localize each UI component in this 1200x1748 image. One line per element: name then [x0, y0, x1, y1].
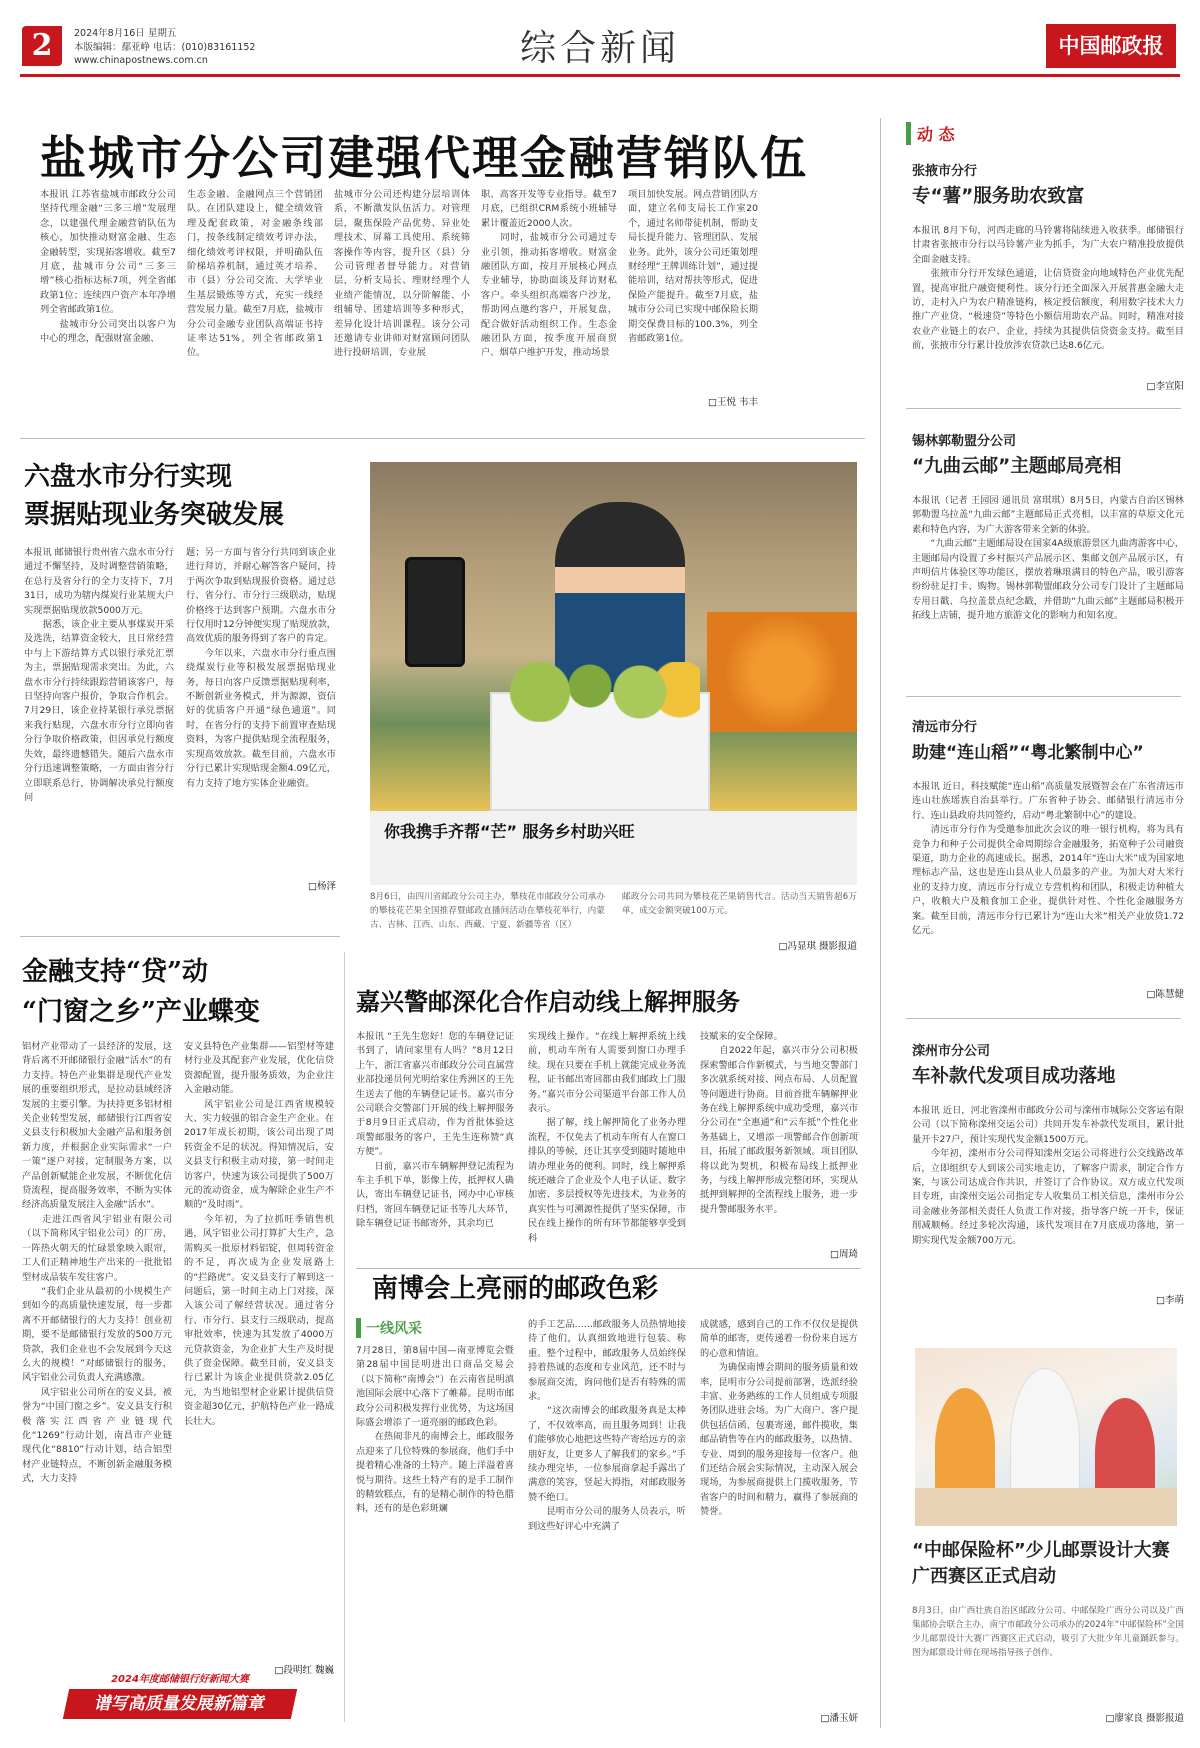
- banner-line-2: 谱写高质量发展新篇章: [63, 1689, 297, 1719]
- nanbo-col-2: 的手工艺品……邮政服务人员热情地接待了他们，认真细致地进行包装、称重。整个过程中，邮政服务人员始终保持着热诚的态度和专业风范，还不时与参展商交流，询问他们是否有特殊的需求。 “这次南博会的邮政服务真是太棒了，不仅效率高，而且服务周到！让我们能够放心地把这些特产寄给远方的亲朋好友，让更多人了解我们的家乡。”手续办理完毕，一位参展商拿起手露出了满意的笑容，竖起大拇指，对邮政服务赞不绝口。 昆明市分公司的服务人员表示，听到这些好评心中充满了: [528, 1319, 686, 1532]
- nanbo-col-1: 7月28日，第8届中国—南亚博览会暨第28届中国昆明进出口商品交易会（以下简称“南博会”）在云南省昆明滇池国际会展中心落下了帷幕。昆明市邮政分公司积极发挥行业优势，为这场国际盛会增添了一道亮丽的邮政色彩。 在热闹非凡的南博会上，邮政服务点迎来了几位特殊的参展商，他们手中提着精心准备的土特产。随上洋溢着喜悦与期待。这些土特产有的是手工制作的精致糕点，有的是精心制作的特色腊料，还有的是色彩斑斓: [356, 1345, 514, 1515]
- kids-stamp-design-photo: [915, 1348, 1177, 1526]
- section-rule: [20, 438, 865, 439]
- jiaxing-col-2: 实现线上操作。“在线上解押系统上线前，机动车所有人需要到窗口办理手续。现在只要在手机上就能完成业务流程，证书邮出寄回都由我们邮政上门服务。”嘉兴市分公司渠道平台部工作人员表示。 据了解，线上解押简化了业务办理流程，不仅免去了机动车所有人在窗口排队的等候，还让其享受到随时随地申请办理业务的便利。同时，线上解押系统还融合了企业及个人电子认证、数字加密、多层授权等先进技术，为业务的真实性与可溯源性提供了坚实保障，市民在线上操作的所有环节都能够享受到科: [528, 1031, 686, 1244]
- sidebar-bottom-headline: [912, 1538, 1184, 1590]
- jinrong-headline: [22, 952, 342, 1032]
- main-article-col-2: 生态金融、金融网点三个营销团队。在团队建设上，健全绩效管理及配套政策，对金融条线部门，按条线制定绩效考评办法，细化绩效考评权限，并明确队伍阶梯培养机制，通过英才培养、市（县）分公司交流、大学毕业生基层锻炼等方式，充实一线经营发展力量。截至7月底，盐城市分公司金融专业团队高端证书持证率达51%，列全省邮政第1位。: [187, 189, 323, 359]
- mango-livestream-photo: [370, 462, 857, 811]
- nanbo-headline: 南博会上亮丽的邮政色彩: [372, 1274, 659, 1304]
- liupanshui-col-1: 本报讯 邮储银行贵州省六盘水市分行通过不懈坚持，及时调整营销策略，在总行及省分行的全力支持下，7月31日，成功为辖内煤炭行业某规大户实现票据贴现放款5000万元。 据悉，该企业主要从事煤炭开采及选洗，结算资金较大，且日常经营中与上下游结算方式以银行承兑汇票为主，票据贴现需求突出。为此，六盘水市分行持续跟踪营销该客户，每日坚持向客户报价，争取合作机会。7月29日，该企业持某银行承兑票据来我行贴现，六盘水市分行立即向省分行争取价格政策，但因承兑行额度失效，最终遗憾错失。随后六盘水市分行迅速调整策略，一方面由省分行立即联系总行，协调解决承兑行额度问: [24, 547, 174, 803]
- jinrong-col-2: 安义县特色产业集群——铝型材等建材行业及其配套产业发展，优化信贷资源配置，提升服务质效，为企业注入金融动能。 风宇铝业公司是江西省规模较大、实力较强的铝合金生产企业。在2017年成长初期，该公司出现了周转资金不足的状况。得知情况后，安义县支行积极主动对接，第一时间走访客户，快速为该公司提供了500万元的流动资金，成为解除企业生产不顺的“及时雨”。 今年初，为了拉抓旺季销售机遇，风宇铝业公司打算扩大生产，急需购买一批原材料铝锭，但周转资金的不足，再次成为企业发展路上的“拦路虎”。安义县支行了解到这一问题后，第一时间主动上门对接，深入该公司了解经营状况。通过省分行、市分行、县支行三级联动，提高审批效率，快速为其发放了4000万元贷款资金，为企业扩大生产及时提供了资金保障。截至目前，安义县支行已累计为该企业提供贷款2.05亿元，为当地铝型材企业累计提供信贷资金超30亿元，护航特色产业一路成长壮大。: [184, 1041, 334, 1427]
- column-divider: [880, 118, 881, 1728]
- main-headline: 盐城市分公司建强代理金融营销队伍: [40, 131, 808, 185]
- main-article-col-4: 职、高客开发等专业指导。截至7月底，已组织CRM系统小班辅导累计覆盖近2000人次。 同时，盐城市分公司通过专业引领，推动拓客增收。财富金融团队方面，按月开展核心网点专业辅导，协助面谈及拜访财私客户。牵头组织高端客户沙龙，帮助网点邀约客户，开展复盘，配合做好活动组织工作。生态金融团队方面，按季度开展商贸户、烟草户维护开发，推动场景: [481, 189, 617, 359]
- main-article-col-3: 盐城市分公司还构建分层培训体系，不断激发队伍活力。对管理层，聚焦保险产品优势、异业处理技术、屏幕工具使用、系统筛客操作等内容，提升区（县）分公司管理者督导能力。对营销层，分析支局长、理财经理个人业绩产能情况，以分阶解能、小组辅导、团建培训等多种形式，差异化设计培训课程。该分公司还邀请专业讲师对财富顾问团队进行投研培训，专业展: [334, 189, 470, 359]
- section-title: 综合新闻: [519, 28, 680, 69]
- date-line: 2024年8月16日 星期五: [74, 28, 177, 39]
- header-rule: [20, 74, 1180, 77]
- sidebar-item-byline: □李宣阳: [1146, 381, 1184, 392]
- photo-caption-title: 你我携手齐帮“芒” 服务乡村助兴旺: [384, 822, 635, 841]
- sidebar-item-text: 本报讯 近日，科技赋能“连山稻”高质量发展暨智会在广东省清远市连山壮族瑶族自治县举行。广东省种子协会、邮储银行清远市分行、连山县政府共同签约，启动“粤北繁制中心”的建设。 清远市分行作为受邀参加此次会议的唯一银行机构，将为具有竞争力和种子公司提供全命周期综合金融服务，拓宽种子公司融资渠道，助力企业的高速成长。据悉，2014年“连山大米”成为国家地理标志产品，这也是连山县从业人员最多的产业。为加大对大米行业的支持力度，清远市分行成立专营机构和团队，积极走访种植大户，收粮大户及粮食加工企业，提供针对性、个性化金融服务方案。截至目前，清远市分行已累计为“连山大米”相关产业放贷1.72亿元。: [912, 781, 1184, 937]
- sidebar-item-text: 本报讯 近日，河北省滦州市邮政分公司与滦州市城际公交客运有限公司（以下简称滦州交运公司）共同开发车补款代发项目，累计批量开卡27户，预计实现代发金额1500万元。 今年初，滦州市分公司得知滦州交运公司将进行公交线路改革后，立即组织专人到该公司实地走访，了解客户需求，制定合作方案，与该公司达成合作共识，并签订了合作协议。双方成立代发项目专班，由滦州交运公司指定专人收集员工相关信息，滦州市分公司金融业务部相关责任人负责工作对接，指导客户统一开卡，保证削减顺畅。经过多轮次沟通，该代发项目在7月底成功落地，第一期实现代发金额700万元。: [912, 1105, 1184, 1246]
- sidebar-item-byline: □陈慧健: [1146, 989, 1184, 1000]
- sidebar-bottom-byline: □廖家良 摄影报道: [1105, 1713, 1184, 1724]
- sidebar-rule: [906, 408, 1181, 409]
- sidebar-item-text: 本报讯 8月下旬，河西走廊的马铃薯将陆续进入收获季。邮储银行甘肃省张掖市分行以马铃薯产业为抓手，为广大农户精准投放提供全面金融支持。 张掖市分行开发绿色通道，让信贷资金向地域特色产业优先配置，提高审批户融资便利性。该分行还全面深入开展普惠金融大走访，走村入户为农户精准链构，核定授信额度，利用数字技术大力推广产业贷、“极速贷”等特色小额信用助农产品。同时，精准对接农业产业链上的农户、企业，持续为其提供信贷资金支持。截至目前，张掖市分行累计投放涉农贷款已达8.6亿元。: [912, 225, 1184, 352]
- sidebar-item-org: 清远市分行: [912, 720, 978, 735]
- phone-icon: [405, 557, 465, 667]
- jinrong-headline-line1: 金融支持“贷”动: [22, 957, 208, 987]
- photo-byline: □冯显琪 摄影报道: [778, 941, 857, 952]
- sidebar-bottom-headline-line1: “中邮保险杯”少儿邮票设计大赛: [912, 1540, 1170, 1561]
- liupanshui-col-2: 题；另一方面与省分行共同到该企业进行拜访，并耐心解答客户疑问，持于两次争取到贴现报价资格。通过总行、省分行、市分行三级联动，贴现价格终于达到客户预期。六盘水市分行仅用时12分钟便实现了贴现放款，高效优质的服务得到了客户的肯定。 今年以来，六盘水市分行重点围绕煤炭行业等积极发展票据贴现业务，每日向客户反馈票据贴现利率，不断创新业务模式，并为源源，资信好的优质客户开通“绿色通道”。同时，在省分行的支持下前置审查贴现资料，为客户提供贴现全流程服务，实现高效放款。截至目前，六盘水市分行已累计实现贴现金额4.09亿元，有力支持了地方实体企业融资。: [186, 547, 336, 789]
- sidebar-rule: [906, 1018, 1181, 1019]
- sidebar-item-headline: 助建“连山稻”“粤北繁制中心”: [912, 743, 1144, 763]
- main-article-col-5: 项目加快发展。网点营销团队方面，建立名师支局长工作室20个，通过名师带徒机制，帮助支局长提升能力、管理团队、发展业务。此外，该分公司还策划理财经理“王牌训练计划”，通过提能培训，结对帮扶等形式，促进保险产能提升。截至7月底，盐城市分公司已实现中邮保险长期期交保费目标的100.3%，列全省邮政第1位。: [628, 189, 758, 345]
- sidebar-rule: [906, 696, 1181, 697]
- column-divider: [344, 952, 345, 1722]
- sidebar-bottom-headline-line2: 广西赛区正式启动: [912, 1566, 1056, 1587]
- jinrong-byline: □段明红 魏巍: [274, 1665, 334, 1676]
- jiaxing-byline: □周琦: [830, 1249, 858, 1260]
- liupanshui-headline-line2: 票据贴现业务突破发展: [24, 500, 285, 530]
- main-article-col-1: 本报讯 江苏省盐城市邮政分公司坚持代理金融“三多三增”发展理念，以建强代理金融营销队伍为核心，加快推动财富金融、生态金融转型，实现拓客增收。截至7月底，盐城市分公司“三多三增”核心指标达标7项，列全省邮政第1位；连续四户资产本年净增列全省邮政第1位。 盐城市分公司突出以客户为中心的理念，配强财富金融、: [40, 189, 176, 345]
- page-number: 2: [22, 26, 62, 66]
- nanbo-col-3: 成就感，感到自己的工作不仅仅是提供简单的邮寄，更传递着一份份来自远方的心意和情谊。 为确保南博会期间的服务质量和效率，昆明市分公司提前部署，选派经验丰富、业务熟练的工作人员组成专项服务团队进驻会场。为广大商户、客户提供包括信函、包裹寄递，邮件揽收，集邮品销售等在内的邮政服务，以热情、专业、周到的服务迎接每一位客户。他们还结合展会实际情况，主动深入展会现场，为参展商提供上门揽收服务，节省客户的时间和精力，赢得了参展商的赞誉。: [700, 1319, 858, 1518]
- liupanshui-byline: □杨泽: [308, 881, 336, 892]
- main-article-byline: □王悦 韦丰: [708, 397, 758, 408]
- sidebar-item-org: 滦州市分公司: [912, 1044, 991, 1059]
- jiaxing-col-3: 技赋来的安全保障。 自2022年起，嘉兴市分公司积极探索警邮合作新模式，与当地交警部门多次就系统对接、网点布局、人员配置等问题进行协商。目前首批车辆解押业务在线上解押系统中成功受理，嘉兴市分公司在“全惠通”和“云车抵”个性化业务基础上，又增添一项警邮合作创新项目，拓展了邮政服务新领域。项目团队将以此为契机，积极布局线上抵押业务，与线上解押形成完整闭环，实现从抵押到解押的全流程线上服务，进一步提升警邮服务水平。: [700, 1031, 858, 1215]
- jinrong-headline-line2: “门窗之乡”产业蝶变: [22, 997, 260, 1027]
- sidebar-item-byline: □李萌: [1156, 1295, 1184, 1306]
- sidebar-item-text: 本报讯（记者 王园园 通讯员 富琪琪）8月5日，内蒙古自治区锡林郭勒盟乌拉盖“九曲云邮”主题邮局正式亮相，以丰富的草原文化元素和特色内容，为广大游客带来全新的体验。 “九曲云邮”主题邮局设在国家4A级旅游景区九曲湾游客中心，主题邮局内设置了乡村振兴产品展示区、集邮文创产品展示区，有声明信片体验区等功能区，摆放着琳琅满目的特色产品，吸引游客纷纷驻足打卡、购物。锡林郭勒盟邮政分公司专门设计了主题邮局专用日戳、乌拉盖景点纪念戳，并借助“九曲云邮”主题邮局积极开拓线上店铺，提升地方旅游文化的影响力和知名度。: [912, 495, 1184, 622]
- liupanshui-headline: [24, 458, 344, 534]
- masthead-info: [74, 27, 255, 68]
- liupanshui-headline-line1: 六盘水市分行实现: [24, 462, 233, 492]
- sidebar-kicker: 动 态: [906, 122, 955, 145]
- editor-line: 本版编辑：鄢亚峥 电话：(010)83161152: [74, 41, 256, 53]
- newspaper-logo: 中国邮政报: [1046, 24, 1176, 68]
- sidebar-item-org: 张掖市分行: [912, 164, 978, 179]
- sidebar-bottom-text: 8月3日，由广西壮族自治区邮政分公司、中邮保险广西分公司以及广西集邮协会联合主办，南宁市邮政分公司承办的2024年“中邮保险杯”全国少儿邮票设计大赛广西赛区正式启动，吸引了大批少年儿童踊跃参与。图为邮票设计师在现场指导孩子创作。: [912, 1606, 1184, 1658]
- sidebar-item-headline: 车补款代发项目成功落地: [912, 1066, 1116, 1087]
- jiaxing-col-1: 本报讯 “王先生您好！您的车辆登记证书到了，请问家里有人吗？”8月12日上午，浙江省嘉兴市邮政分公司直属营业部投递员何光明给家住秀洲区的王先生送去了他的车辆登记证书。嘉兴市分公司联合交警部门开展的线上解押服务于8月9日正式启动，作为首批体验这项警邮服务的客户，王先生连称赞“真方便”。 日前，嘉兴市车辆解押登记流程为车主手机下单，影像上传，抵押权人确认，寄出车辆登记证书，网办中心审核归档，寄回车辆登记证书等几大环节，除车辆登记证书邮寄外，其余均已: [356, 1031, 514, 1230]
- jiaxing-headline: 嘉兴警邮深化合作启动线上解押服务: [356, 987, 740, 1016]
- nanbo-kicker: 一线风采: [356, 1318, 422, 1338]
- photo-caption-col-1: 8月6日，由四川省邮政分公司主办，攀枝花市邮政分公司承办的攀枝花芒果全国推荐暨邮政直播间活动在攀枝花举行，内蒙古、吉林、江西、山东、西藏、宁夏、新疆等省（区）: [370, 892, 605, 930]
- website-link[interactable]: www.chinapostnews.com.cn: [74, 55, 208, 67]
- nanbo-byline: □潘玉妍: [820, 1713, 858, 1724]
- jinrong-col-1: 铝材产业带动了一县经济的发展，这背后离不开邮储银行金融“活水”的有力支持。特色产业集群是现代产业发展的重要组织形式，是拉动县域经济发展的主要引擎。为扶持更多铝材相关企业转型发展，邮储银行江西省安义县支行积极加大金融产品和服务创新力度，并根据企业实际需求“一户一策”逐户对接，定制服务方案，以产品创新赋能企业发展，不断优化信贷流程，提高服务效率，不断为实体经济高质量发展注入金融“活水”。 走进江西省风宇铝业有限公司（以下简称风宇铝业公司）的厂房，一阵热火朝天的忙碌景象映入眼帘，工人们正精神地生产出来的一批批铝型材成品装车发往客户。 “我们企业从最初的小规模生产到如今的高质量快速发展，每一步都离不开邮储银行的大力支持！创业初期，要不是邮储银行发放的500万元贷款，我们企业也不会发展到今天这么大的规模！”对邮储银行的服务，风宇铝业公司负责人充满感激。 风宇铝业公司所在的安义县，被誉为“中国门窗之乡”。安义县支行积极落实江西省产业链现代化“1269”行动计划，南昌市产业链现代化“8810”行动计划，结合铝型材产业链特点，不断创新金融服务模式，大力支持: [22, 1041, 172, 1485]
- photo-caption-col-2: 邮政分公司共同为攀枝花芒果销售代言。活动当天销售超6万单，成交金额突破100万元。: [622, 892, 857, 916]
- sidebar-item-headline: 专“薯”服务助农致富: [912, 186, 1085, 207]
- contest-banner: [66, 1670, 294, 1726]
- section-rule: [20, 936, 340, 937]
- sidebar-item-org: 锡林郭勒盟分公司: [912, 434, 1017, 449]
- banner-line-1: 2024年度邮储银行好新闻大赛: [111, 1674, 249, 1685]
- photo-caption-box: [370, 811, 857, 885]
- sidebar-item-headline: “九曲云邮”主题邮局亮相: [912, 456, 1122, 477]
